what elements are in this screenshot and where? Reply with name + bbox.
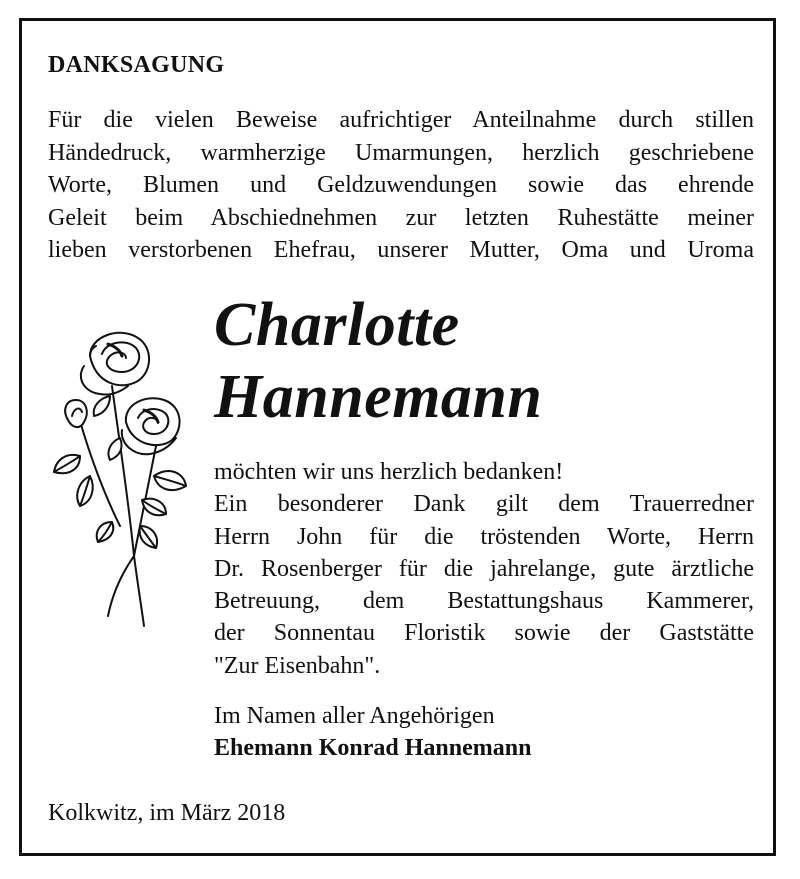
thanks-line: möchten wir uns herzlich bedanken! [214, 459, 564, 485]
signature-line: Im Namen aller Angehörigen [214, 703, 495, 729]
deceased-first-name: Charlotte [214, 291, 460, 359]
intro-line: Händedruck, warmherzige Umarmungen, herzlich geschriebene [48, 139, 754, 166]
thanks-line: Betreuung, dem Bestattungshaus Kammerer, [214, 588, 754, 615]
thanks-line: Dr. Rosenberger für die jahrelange, gute ärztliche [214, 555, 754, 582]
intro-line: Geleit beim Abschiednehmen zur letzten Ruhestätte meiner [48, 204, 754, 231]
intro-line: Worte, Blumen und Geldzuwendungen sowie das ehrende [48, 172, 754, 199]
roses-icon [50, 326, 190, 631]
deceased-last-name: Hannemann [214, 363, 543, 431]
thanks-line: Herrn John für die tröstenden Worte, Herrn [214, 523, 754, 550]
intro-line: Für die vielen Beweise aufrichtiger Anteilnahme durch stillen [48, 107, 754, 133]
intro-paragraph [48, 104, 754, 267]
intro-line: lieben verstorbenen Ehefrau, unserer Mutter, Oma und Uroma [48, 237, 754, 264]
place-date: Kolkwitz, im März 2018 [48, 800, 286, 826]
notice-heading: DANKSAGUNG [48, 52, 225, 78]
signature-name: Ehemann Konrad Hannemann [214, 735, 532, 761]
thanks-paragraph [214, 456, 754, 682]
thanks-line: Ein besonderer Dank gilt dem Trauerredner [214, 491, 754, 518]
thanks-line: der Sonnentau Floristik sowie der Gaststätte [214, 620, 754, 647]
thanks-line: "Zur Eisenbahn". [214, 652, 381, 679]
